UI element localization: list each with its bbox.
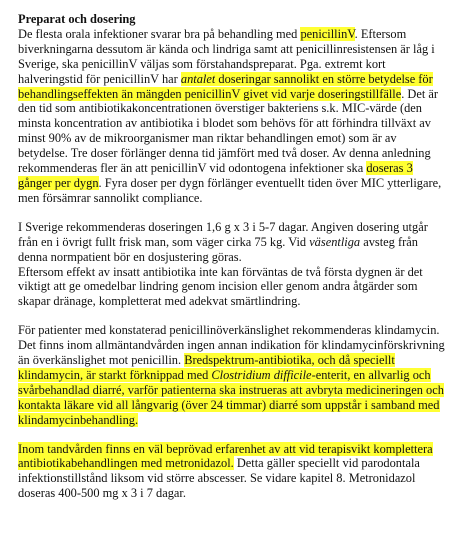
paragraph-recommended-dose xyxy=(18,220,449,265)
text-run: . Det är den tid som antibiotikakoncentrationen överstiger bakteriens s.k. MIC-värde (den minsta koncentration av antibiotika i blodet som behövs för att förhindra tillväxt av minst 90% av de mikroorganismer man riktar behandlingen emot) som är av betydelse. Tre doser förlänger denna tid jämfört med två doser. Av denna anledning rekommenderas fler än att penicillinV vid odontogena infektioner ska xyxy=(18,86,439,176)
highlighted-text: -enterit, en allvarlig och svårbehandlad diarré, varför patienterna ska instrueras att avbryta medicineringen och kontakta läkare vid all långvarig (över 24 timmar) diarré som uppstår i samband med klindamycinbehandling. xyxy=(18,367,444,427)
text-run: För patienter med konstaterad penicillinöverkänslighet rekommenderas klindamycin. Det finns inom allmäntandvården ingen annan indikation för klindamycinförskrivning än överkänslighet mot penicillin. xyxy=(18,323,445,368)
text-run: avsteg från denna normpatient bör en dosjustering göras. xyxy=(18,234,418,264)
text-run: De flesta orala infektioner svarar bra på behandling med xyxy=(18,26,301,41)
paragraph-metronidazole xyxy=(18,442,449,502)
paragraph-gap xyxy=(18,206,449,220)
highlighted-text: penicillinV xyxy=(300,26,355,41)
section-heading: Preparat och dosering xyxy=(18,12,136,26)
paragraph-gap xyxy=(18,428,449,442)
text-run: Detta gäller speciellt vid parodontala infektionstillstånd liksom vid större abscesser. Se vidare kapitel 8. Metronidazol doseras 400-500 mg x 3 i 7 dagar. xyxy=(18,456,420,501)
paragraph-clindamycin xyxy=(18,323,449,427)
highlighted-text: doseringar sannolikt en större betydelse för behandlingseffekten än mängden penicillinV givet vid varje doseringstillfälle xyxy=(18,71,433,101)
paragraph-relief xyxy=(18,265,449,310)
text-run: Eftersom effekt av insatt antibiotika inte kan förväntas de två första dygnen är det viktigt att ge omedelbar lindring genom incision eller genom andra åtgärder som skapar dränage, kompletterat med adekvat smärtlindring. xyxy=(18,264,423,309)
paragraph-gap xyxy=(18,309,449,323)
paragraph-penicillin-dosing xyxy=(18,27,449,206)
text-run: väsentliga xyxy=(309,234,361,249)
text-run: I Sverige rekommenderas doseringen 1,6 g x 3 i 5-7 dagar. Angiven dosering utgår från en i övrigt fullt frisk man, som väger cirka 75 kg. Vid xyxy=(18,219,428,249)
highlighted-text: Clostridium difficile xyxy=(211,367,312,382)
text-run: . Eftersom biverkningarna dessutom är kända och lindriga samt att penicillinresistensen är låg i Sverige, ska penicillinV väljas som förstahandspreparat. Pga. extremt kort halveringstid för penicillinV har xyxy=(18,26,435,86)
highlighted-text: Inom tandvården finns en väl beprövad erfarenhet av att vid terapisvikt komplettera antibiotikabehandlingen med metronidazol. xyxy=(18,441,433,471)
highlighted-text: doseras 3 gånger per dygn xyxy=(18,161,413,190)
highlighted-text: Bredspektrum-antibiotika, och då speciellt klindamycin, är starkt förknippad med xyxy=(18,353,395,382)
text-run: . Fyra doser per dygn förlänger eventuellt tiden över MIC ytterligare, men försämrar sannolikt compliance. xyxy=(18,175,442,205)
highlighted-text: antalet xyxy=(180,71,216,86)
